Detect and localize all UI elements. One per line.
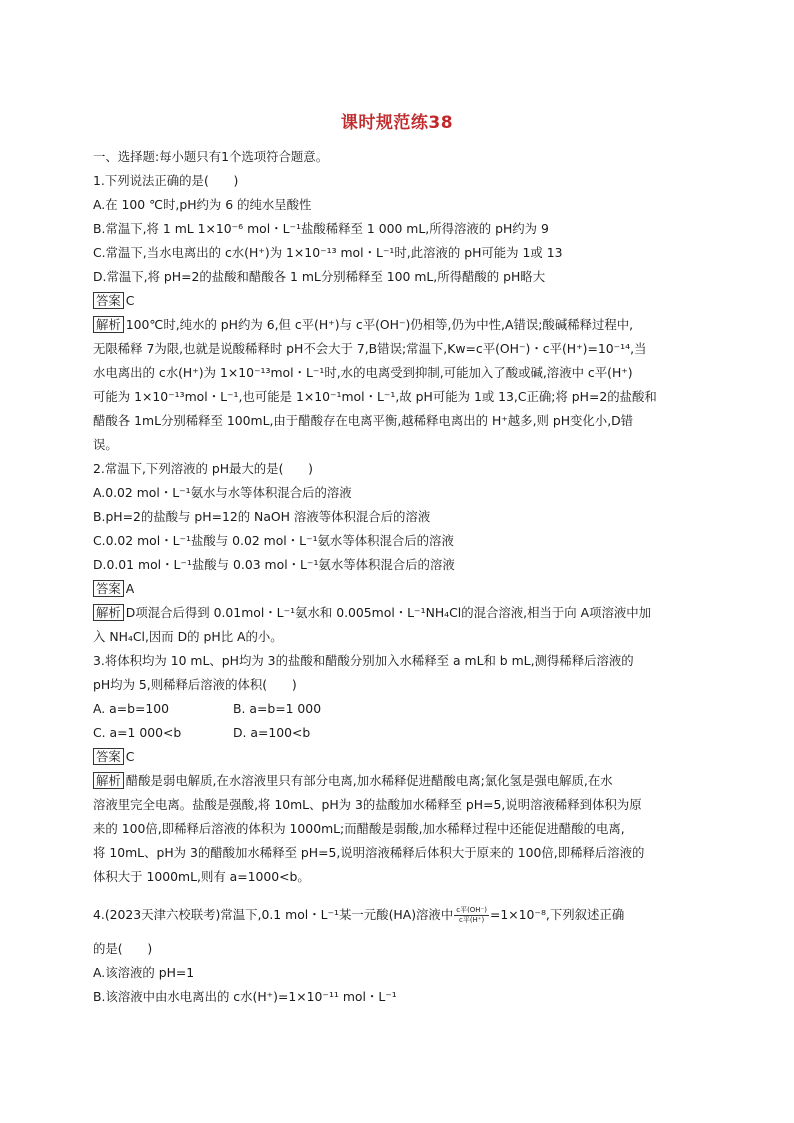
q1-analysis-line: 醋酸各 1mL分别稀释至 100mL,由于醋酸存在电离平衡,越稀释电离出的 H⁺越多,则 pH变化小,D错 [93, 413, 634, 428]
q2-option-b: B.pH=2的盐酸与 pH=12的 NaOH 溶液等体积混合后的溶液 [93, 509, 431, 524]
q2-analysis-line: 解析 D项混合后得到 0.01mol・L⁻¹氨水和 0.005mol・L⁻¹NH₄Cl的混合溶液,相当于向 A项溶液中加 [93, 604, 651, 622]
q1-answer-row [93, 292, 134, 310]
q2-answer-row [93, 580, 134, 598]
q3-option-b: B. a=b=1 000 [233, 701, 322, 716]
q1-analysis-line: 可能为 1×10⁻¹³mol・L⁻¹,也可能是 1×10⁻¹mol・L⁻¹,故 pH可能为 1或 13,C正确;将 pH=2的盐酸和 [93, 389, 657, 404]
analysis-label: 解析 [93, 604, 124, 621]
q1-option-c: C.常温下,当水电离出的 c水(H⁺)为 1×10⁻¹³ mol・L⁻¹时,此溶液的 pH可能为 1或 13 [93, 245, 563, 260]
q4-fraction: $\frac{\text{c平(OH⁻)}}{\text{c平(H⁺)}}$ [456, 906, 487, 924]
q3-analysis-line: 将 10mL、pH为 3的醋酸加水稀释至 pH=5,说明溶液稀释后体积大于原来的 100倍,即稀释后溶液的 [93, 845, 645, 860]
q4-option-a: A.该溶液的 pH=1 [93, 965, 195, 980]
q1-option-b: B.常温下,将 1 mL 1×10⁻⁶ mol・L⁻¹盐酸稀释至 1 000 mL,所得溶液的 pH约为 9 [93, 221, 549, 236]
q1-stem: 1.下列说法正确的是( ) [93, 173, 239, 188]
q1-analysis-line: 解析 100℃时,纯水的 pH约为 6,但 c平(H⁺)与 c平(OH⁻)仍相等,仍为中性,A错误;酸碱稀释过程中, [93, 316, 633, 334]
page-title: 课时规范练38 [340, 113, 454, 133]
q1-answer: C [125, 293, 135, 308]
q3-option-a: A. a=b=100 [93, 701, 170, 716]
q3-stem-cont: pH均为 5,则稀释后溶液的体积( ) [93, 677, 297, 692]
q3-option-d: D. a=100<b [233, 725, 311, 740]
q2-option-a: A.0.02 mol・L⁻¹氨水与水等体积混合后的溶液 [93, 485, 352, 500]
q1-analysis-line: 误。 [93, 437, 118, 452]
q3-analysis-line: 来的 100倍,即稀释后溶液的体积为 1000mL;而醋酸是弱酸,加水稀释过程中还能促进醋酸的电离, [93, 821, 625, 836]
analysis-label: 解析 [93, 316, 124, 333]
q1-analysis-line: 无限稀释 7为限,也就是说酸稀释时 pH不会大于 7,B错误;常温下,Kw=c平(OH⁻)・c平(H⁺)=10⁻¹⁴,当 [93, 341, 647, 356]
q3-options-row1 [93, 700, 321, 718]
q2-option-c: C.0.02 mol・L⁻¹盐酸与 0.02 mol・L⁻¹氨水等体积混合后的溶液 [93, 533, 454, 548]
q1-option-a: A.在 100 ℃时,pH约为 6 的纯水呈酸性 [93, 197, 312, 212]
q3-options-row2 [93, 724, 310, 742]
q2-analysis-line: 入 NH₄Cl,因而 D的 pH比 A的小。 [93, 629, 283, 644]
q3-analysis-line: 体积大于 1000mL,则有 a=1000<b。 [93, 869, 310, 884]
q1-option-d: D.常温下,将 pH=2的盐酸和醋酸各 1 mL分别稀释至 100 mL,所得醋酸的 pH略大 [93, 269, 546, 284]
q2-stem: 2.常温下,下列溶液的 pH最大的是( ) [93, 461, 314, 476]
q4-stem-cont: 的是( ) [93, 941, 153, 956]
answer-label: 答案 [93, 748, 124, 765]
q4-stem: 4.(2023天津六校联考)常温下,0.1 mol・L⁻¹某一元酸(HA)溶液中 $\frac{\text{c平(OH⁻)}}{\text{c平(H⁺)}}$ =1×10⁻⁸,下列叙述正确 [93, 906, 625, 924]
q3-answer-row [93, 748, 134, 766]
section-heading: 一、选择题:每小题只有1个选项符合题意。 [93, 149, 329, 164]
q3-stem: 3.将体积均为 10 mL、pH均为 3的盐酸和醋酸分别加入水稀释至 a mL和 b mL,测得稀释后溶液的 [93, 653, 634, 668]
q3-answer: C [125, 749, 135, 764]
answer-label: 答案 [93, 580, 124, 597]
answer-label: 答案 [93, 292, 124, 309]
q3-analysis-line: 溶液里完全电离。盐酸是强酸,将 10mL、pH为 3的盐酸加水稀释至 pH=5,说明溶液稀释到体积为原 [93, 797, 642, 812]
q3-option-c: C. a=1 000<b [93, 725, 182, 740]
q4-option-b: B.该溶液中由水电离出的 c水(H⁺)=1×10⁻¹¹ mol・L⁻¹ [93, 989, 397, 1004]
q3-analysis-line: 解析 醋酸是弱电解质,在水溶液里只有部分电离,加水稀释促进醋酸电离;氯化氢是强电解质,在水 [93, 772, 613, 790]
q2-answer: A [125, 581, 135, 596]
analysis-label: 解析 [93, 772, 124, 789]
q1-analysis-line: 水电离出的 c水(H⁺)为 1×10⁻¹³mol・L⁻¹时,水的电离受到抑制,可能加入了酸或碱,溶液中 c平(H⁺) [93, 365, 633, 380]
q2-option-d: D.0.01 mol・L⁻¹盐酸与 0.03 mol・L⁻¹氨水等体积混合后的溶液 [93, 557, 455, 572]
